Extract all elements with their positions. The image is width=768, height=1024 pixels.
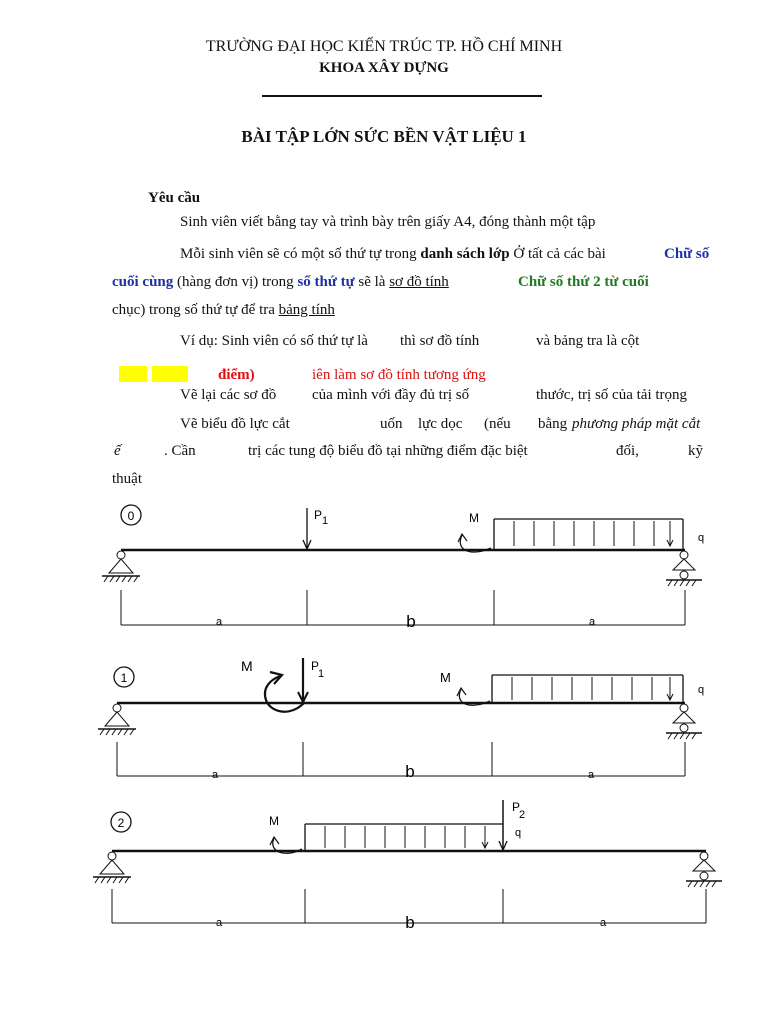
load-label-sub: 1 xyxy=(322,515,329,527)
last-digit-term-b: cuối cùng xyxy=(112,274,174,290)
beam-scheme-0 xyxy=(102,505,704,631)
dimension-label: a xyxy=(211,769,219,781)
faculty-name: KHOA XÂY DỰNG xyxy=(319,60,449,76)
requirements-heading: Yêu cầu xyxy=(148,190,201,206)
q-label: q xyxy=(515,827,522,839)
text-run: Ở tất cả các bài xyxy=(509,246,606,262)
red-note-b: iên làm sơ đồ tính tương ứng xyxy=(312,367,486,383)
pin-support xyxy=(93,852,131,883)
example-part-a: Ví dụ: Sinh viên có số thứ tự là xyxy=(180,333,368,349)
lookup-table-term: bảng tính xyxy=(278,302,335,318)
diagram-part-g: ế xyxy=(114,443,121,459)
class-list-term: danh sách lớp xyxy=(420,246,510,262)
moment-label: M xyxy=(241,658,253,674)
moment-label: M xyxy=(440,670,451,685)
distributed-load xyxy=(494,519,683,549)
text-run: (hàng đơn vị) trong xyxy=(173,274,298,290)
diagram-part-a: Vẽ biểu đồ lực cắt xyxy=(180,416,290,432)
load-label-sub: 1 xyxy=(318,668,325,680)
draw-part-c: thước, trị số của tải trọng xyxy=(536,387,688,403)
dimension-label: a xyxy=(215,616,223,628)
diagram-part-j: đối, xyxy=(616,443,639,459)
dimension-label: a xyxy=(587,769,595,781)
dimension-label: a xyxy=(215,917,223,929)
load-label-p: P xyxy=(512,800,521,814)
scheme-number: 2 xyxy=(117,816,125,830)
method-term: phương pháp mặt cắt xyxy=(572,416,701,432)
diagram-part-i: trị các tung độ biểu đồ tại những điểm đặc biệt xyxy=(248,443,528,459)
diagram-part-c: lực dọc xyxy=(418,416,463,432)
load-label-sub: 2 xyxy=(519,809,526,821)
load-label-p: P xyxy=(314,508,323,522)
draw-part-b: của mình với đầy đủ trị số xyxy=(312,387,470,403)
diagram-part-b: uốn xyxy=(380,416,403,432)
second-last-digit-term: Chữ số thứ 2 từ cuối xyxy=(518,274,649,290)
roller-support xyxy=(666,704,702,739)
moment-label: M xyxy=(469,511,479,525)
diagram-part-e: bằng xyxy=(538,416,568,432)
pin-support xyxy=(98,704,136,735)
distributed-load xyxy=(492,675,683,702)
dimension-label: a xyxy=(588,616,596,628)
roller-support xyxy=(686,852,722,887)
q-label: q xyxy=(698,684,705,696)
diagram-part-d: (nếu xyxy=(484,416,511,432)
text-run: Mỗi sinh viên sẽ có một số thứ tự trong xyxy=(180,246,421,262)
example-part-c: và bảng tra là cột xyxy=(536,333,640,349)
q-label: q xyxy=(698,532,705,544)
moment-arrowhead xyxy=(458,534,467,542)
page-title: BÀI TẬP LỚN SỨC BỀN VẬT LIỆU 1 xyxy=(241,127,527,146)
last-digit-term-a: Chữ số xyxy=(664,246,710,262)
moment-arrowhead xyxy=(270,837,279,845)
roller-support xyxy=(666,551,702,586)
dimension-label: b xyxy=(405,913,415,932)
dimension-label: a xyxy=(599,917,607,929)
dimension-label: b xyxy=(405,762,415,781)
requirement-line-1: Sinh viên viết bằng tay và trình bày trên giấy A4, đóng thành một tập xyxy=(180,214,596,230)
red-note-a: điểm) xyxy=(218,367,255,383)
moment-arrowhead xyxy=(457,688,466,696)
draw-part-a: Vẽ lại các sơ đồ xyxy=(180,387,277,403)
scheme-number: 0 xyxy=(127,509,135,523)
text-run: sẽ là xyxy=(354,274,390,290)
beam-scheme-2 xyxy=(93,800,722,932)
diagram-part-h: . Cần xyxy=(164,443,196,459)
text-run: chục) trong số thứ tự để tra xyxy=(112,302,279,318)
ordinal-number-term: số thứ tự xyxy=(297,274,355,290)
scheme-term: sơ đồ tính xyxy=(389,274,449,290)
university-name: TRƯỜNG ĐẠI HỌC KIẾN TRÚC TP. HỒ CHÍ MINH xyxy=(205,38,563,55)
moment-label: M xyxy=(269,814,279,828)
beam-scheme-1 xyxy=(98,658,704,781)
scheme-number: 1 xyxy=(120,671,128,685)
dimension-label: b xyxy=(406,612,416,631)
dimension-line xyxy=(117,742,685,776)
pin-support xyxy=(102,551,140,582)
diagram-part-l: thuật xyxy=(112,471,142,487)
distributed-load xyxy=(305,824,503,850)
load-label-p: P xyxy=(311,659,320,673)
dimension-line xyxy=(121,590,685,625)
diagram-part-k: kỹ xyxy=(688,443,703,459)
example-part-b: thì sơ đồ tính xyxy=(400,333,480,349)
